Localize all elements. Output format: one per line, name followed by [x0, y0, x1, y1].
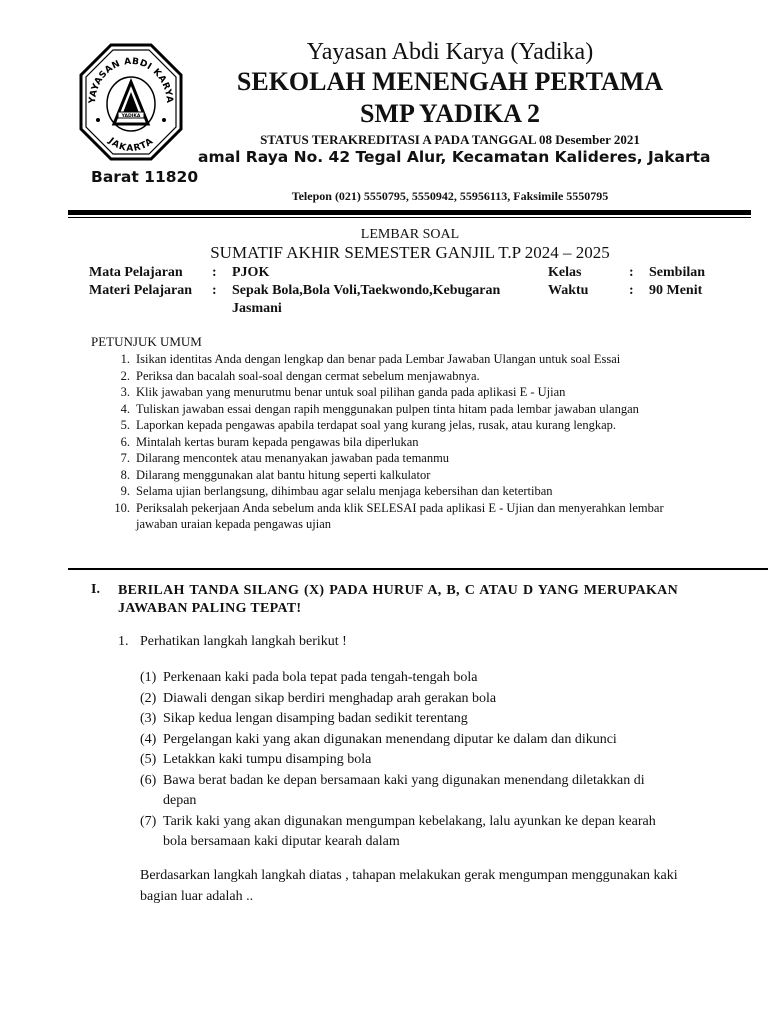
instruction-item: [112, 434, 702, 451]
step-item-number: (1): [140, 670, 157, 685]
instruction-item-text: Periksalah pekerjaan Anda sebelum anda klik SELESAI pada aplikasi E - Ujian dan menyerahkan lembar jawaban uraian kepada pengawas ujian: [136, 500, 664, 531]
instruction-item-text: Dilarang mencontek atau menanyakan jawaban pada temanmu: [136, 451, 450, 465]
header-divider-thin: [68, 217, 751, 218]
svg-text:YAYASAN ABDI KARYA: YAYASAN ABDI KARYA: [87, 56, 175, 104]
step-item-text: Diawali dengan sikap berdiri menghadap arah gerakan bola: [163, 690, 497, 706]
instruction-item-text: Isikan identitas Anda dengan lengkap dan benar pada Lembar Jawaban Ulangan untuk soal Essai: [136, 352, 621, 366]
question-steps-list: [140, 668, 680, 853]
step-item-number: (7): [140, 813, 157, 829]
foundation-name: Yayasan Abdi Karya (Yadika): [306, 39, 594, 65]
time-value: 90 Menit: [649, 283, 703, 298]
instruction-item: [112, 450, 702, 467]
subject-value: PJOK: [232, 265, 270, 280]
step-item-number: (5): [140, 752, 157, 767]
instruction-item-number: 4.: [120, 401, 130, 416]
school-name: SMP YADIKA 2: [359, 99, 541, 128]
time-label: Waktu: [548, 283, 589, 298]
step-item-number: (6): [140, 772, 157, 788]
svg-text:JAKARTA: JAKARTA: [106, 136, 156, 154]
section-divider: [68, 568, 768, 570]
step-item: [140, 689, 680, 710]
instruction-item-number: 3.: [120, 385, 130, 399]
section-number: I.: [91, 582, 100, 597]
instruction-item: [112, 417, 702, 434]
sheet-label: LEMBAR SOAL: [360, 227, 460, 242]
instruction-item-number: 2.: [120, 368, 130, 383]
material-value: Sepak Bola,Bola Voli,Taekwondo,Kebugaran: [232, 283, 501, 298]
school-type: SEKOLAH MENENGAH PERTAMA: [236, 67, 664, 96]
address-line-2: Barat 11820: [91, 168, 199, 186]
instruction-item: [112, 401, 702, 418]
step-item-text: Pergelangan kaki yang akan digunakan menendang diputar ke dalam dan dikunci: [163, 731, 617, 747]
instruction-item-number: 1.: [120, 352, 130, 366]
instruction-item-text: Dilarang menggunakan alat bantu hitung seperti kalkulator: [136, 467, 431, 482]
material-colon: :: [212, 283, 217, 298]
instruction-item: [112, 483, 702, 500]
instruction-item-number: 7.: [120, 451, 130, 465]
instruction-item: [112, 368, 702, 385]
class-label: Kelas: [548, 265, 582, 280]
instruction-item-number: 5.: [120, 418, 130, 432]
step-item-text: Letakkan kaki tumpu disamping bola: [163, 752, 372, 767]
subject-colon: :: [212, 265, 217, 280]
instructions-list: [112, 351, 702, 533]
instruction-item-text: Klik jawaban yang menurutmu benar untuk soal pilihan ganda pada aplikasi E - Ujian: [136, 385, 566, 399]
accreditation-status: STATUS TERAKREDITASI A PADA TANGGAL 08 Desember 2021: [260, 132, 640, 147]
step-item: [140, 812, 680, 853]
class-colon: :: [629, 265, 634, 280]
step-item: [140, 771, 680, 812]
question-conclusion: Berdasarkan langkah langkah diatas , tahapan melakukan gerak mengumpan menggunakan kaki bagian luar adalah ..: [140, 868, 678, 904]
address-line-1: amal Raya No. 42 Tegal Alur, Kecamatan Kalideres, Jakarta: [198, 148, 711, 166]
step-item-text: Tarik kaki yang akan digunakan mengumpan kebelakang, lalu ayunkan ke depan kearah bola bersamaan kaki diputar kearah dalam: [163, 813, 656, 849]
header-divider-thick: [68, 210, 751, 215]
time-colon: :: [629, 283, 634, 298]
school-seal-icon: [78, 42, 184, 162]
instruction-item-text: Periksa dan bacalah soal-soal dengan cermat sebelum menjawabnya.: [136, 368, 480, 383]
subject-label: Mata Pelajaran: [89, 265, 183, 280]
instruction-item: [112, 500, 702, 533]
instruction-item-number: 6.: [120, 434, 130, 449]
question-prompt: Perhatikan langkah langkah berikut !: [140, 634, 347, 649]
instruction-item-number: 10.: [114, 500, 130, 515]
exam-title: SUMATIF AKHIR SEMESTER GANJIL T.P 2024 – 2025: [210, 243, 610, 262]
step-item: [140, 730, 680, 751]
instructions-title: PETUNJUK UMUM: [91, 334, 202, 349]
material-label: Materi Pelajaran: [89, 283, 193, 298]
instruction-item-number: 8.: [120, 467, 130, 482]
section-title: BERILAH TANDA SILANG (X) PADA HURUF A, B, C ATAU D YANG MERUPAKAN JAWABAN PALING TEPAT!: [118, 583, 678, 616]
instruction-item: [112, 467, 702, 484]
step-item: [140, 668, 680, 689]
step-item-text: Sikap kedua lengan disamping badan sedikit terentang: [163, 711, 468, 726]
instruction-item-text: Tuliskan jawaban essai dengan rapih menggunakan pulpen tinta hitam pada lembar jawaban ulangan: [136, 401, 639, 416]
instruction-item-text: Mintalah kertas buram kepada pengawas bila diperlukan: [136, 434, 419, 449]
instruction-item: [112, 351, 702, 368]
step-item-text: Bawa berat badan ke depan bersamaan kaki yang digunakan menendang diletakkan di depan: [163, 772, 645, 808]
step-item-number: (2): [140, 690, 157, 706]
question-number: 1.: [118, 634, 129, 649]
step-item: [140, 750, 680, 771]
svg-text:YADIKA: YADIKA: [121, 114, 141, 119]
step-item-number: (4): [140, 731, 157, 747]
instruction-item: [112, 384, 702, 401]
instruction-item-number: 9.: [120, 484, 130, 498]
instruction-item-text: Laporkan kepada pengawas apabila terdapat soal yang kurang jelas, rusak, atau kurang lengkap.: [136, 418, 617, 432]
class-value: Sembilan: [649, 265, 706, 280]
step-item-text: Perkenaan kaki pada bola tepat pada tengah-tengah bola: [163, 670, 478, 685]
step-item-number: (3): [140, 711, 157, 726]
step-item: [140, 709, 680, 730]
material-value-continued: Jasmani: [232, 301, 282, 316]
instruction-item-text: Selama ujian berlangsung, dihimbau agar selalu menjaga kebersihan dan ketertiban: [136, 484, 553, 498]
phone-numbers: Telepon (021) 5550795, 5550942, 55956113, Faksimile 5550795: [291, 189, 609, 203]
